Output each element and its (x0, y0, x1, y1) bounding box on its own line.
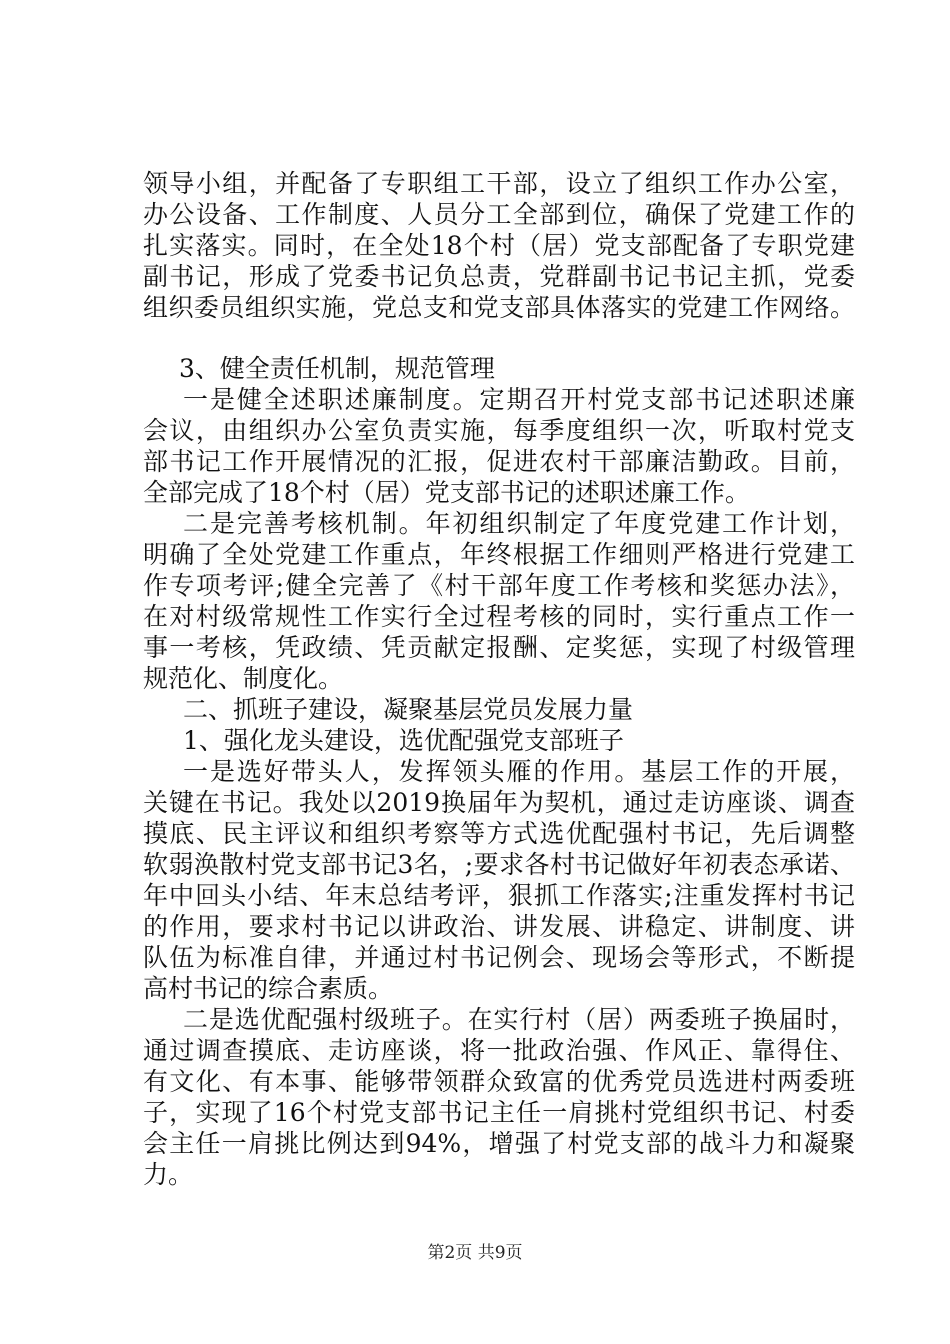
text-line: 会主任一肩挑比例达到94%，增强了村党支部的战斗力和凝聚 (143, 1129, 855, 1158)
text-line: 一是选好带头人，发挥领头雁的作用。基层工作的开展， (183, 757, 855, 786)
text-line: 年中回头小结、年末总结考评，狠抓工作落实;注重发挥村书记 (143, 881, 855, 910)
heading-responsibility-mechanism: 3、健全责任机制，规范管理 (179, 354, 495, 383)
text-line: 全部完成了18个村（居）党支部书记的述职述廉工作。 (143, 478, 750, 507)
text-line: 副书记，形成了党委书记负总责，党群副书记书记主抓，党委 (143, 262, 855, 291)
text-line: 作专项考评;健全完善了《村干部年度工作考核和奖惩办法》， (143, 571, 855, 600)
text-line: 通过调查摸底、走访座谈，将一批政治强、作风正、靠得住、 (143, 1036, 855, 1065)
text-line: 子，实现了16个村党支部书记主任一肩挑村党组织书记、村委 (143, 1098, 855, 1127)
text-line: 队伍为标准自律，并通过村书记例会、现场会等形式，不断提 (143, 943, 855, 972)
text-line: 会议，由组织办公室负责实施，每季度组织一次，听取村党支 (143, 416, 855, 445)
text-line: 明确了全处党建工作重点，年终根据工作细则严格进行党建工 (143, 540, 855, 569)
paragraph-report-system (143, 384, 855, 508)
text-line: 规范化、制度化。 (143, 664, 344, 693)
text-line: 二是完善考核机制。年初组织制定了年度党建工作计划， (183, 509, 855, 538)
paragraph-leader-selection (143, 756, 855, 1004)
text-line: 力。 (143, 1160, 194, 1189)
paragraph-gap (143, 323, 855, 353)
text-line: 有文化、有本事、能够带领群众致富的优秀党员选进村两委班 (143, 1067, 855, 1096)
text-line: 扎实落实。同时，在全处18个村（居）党支部配备了专职党建 (143, 231, 855, 260)
heading-team-building: 二、抓班子建设，凝聚基层党员发展力量 (183, 695, 634, 724)
text-line: 的作用，要求村书记以讲政治、讲发展、讲稳定、讲制度、讲 (143, 912, 855, 941)
text-line: 二是选优配强村级班子。在实行村（居）两委班子换届时， (183, 1005, 855, 1034)
text-line: 部书记工作开展情况的汇报，促进农村干部廉洁勤政。目前， (143, 447, 855, 476)
text-line: 软弱涣散村党支部书记3名，;要求各村书记做好年初表态承诺、 (143, 850, 855, 879)
text-line: 摸底、民主评议和组织考察等方式选优配强村书记，先后调整 (143, 819, 855, 848)
text-line: 一是健全述职述廉制度。定期召开村党支部书记述职述廉 (183, 385, 855, 414)
text-line: 高村书记的综合素质。 (143, 974, 394, 1003)
text-line: 事一考核，凭政绩、凭贡献定报酬、定奖惩，实现了村级管理 (143, 633, 855, 662)
text-line: 关键在书记。我处以2019换届年为契机，通过走访座谈、调查 (143, 788, 855, 817)
paragraph-team-selection (143, 1004, 855, 1190)
paragraph-organization (143, 168, 855, 323)
text-line: 组织委员组织实施，党总支和党支部具体落实的党建工作网络。 (143, 293, 855, 322)
text-line: 领导小组，并配备了专职组工干部，设立了组织工作办公室， (143, 169, 855, 198)
heading-leadership: 1、强化龙头建设，选优配强党支部班子 (183, 726, 624, 755)
text-line: 办公设备、工作制度、人员分工全部到位，确保了党建工作的 (143, 200, 855, 229)
page-number-footer: 第2页 共9页 (427, 1243, 523, 1263)
text-line: 在对村级常规性工作实行全过程考核的同时，实行重点工作一 (143, 602, 855, 631)
paragraph-assessment (143, 508, 855, 694)
document-body (143, 168, 855, 1190)
